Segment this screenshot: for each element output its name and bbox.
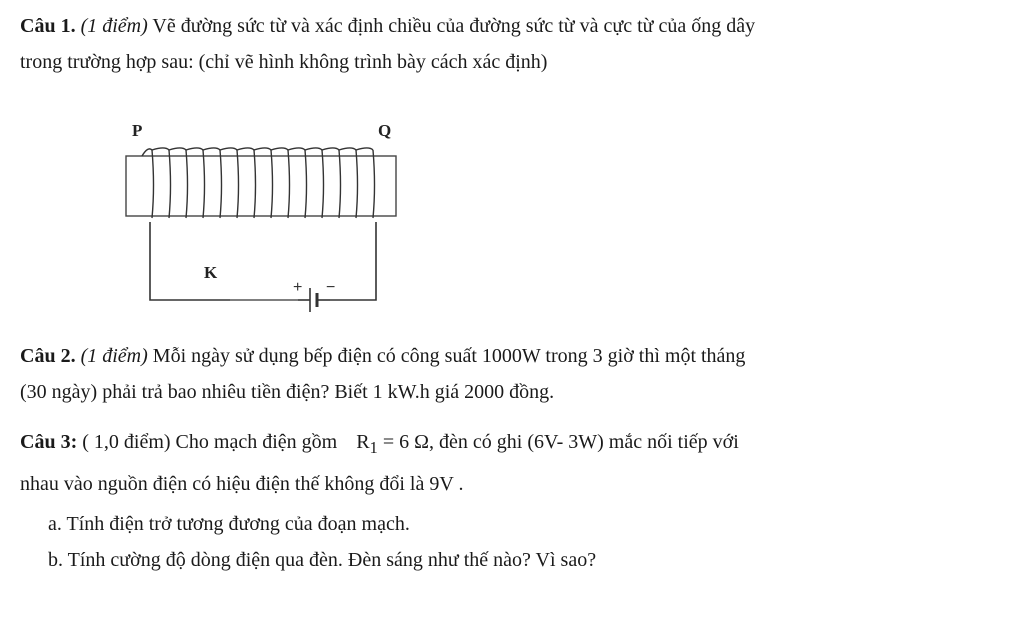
resistor-symbol: R <box>356 431 370 453</box>
question-2 <box>20 338 745 410</box>
question-2-points: (1 điểm) <box>80 345 148 367</box>
wire-left <box>150 222 205 300</box>
question-2-text-line-1: Mỗi ngày sử dụng bếp điện có công suất 1000W trong 3 giờ thì một tháng <box>152 345 746 367</box>
label-q: Q <box>378 121 392 140</box>
label-k: K <box>204 263 218 282</box>
solenoid-core <box>126 156 396 216</box>
question-3-item-b: b. Tính cường độ dòng điện qua đèn. Đèn sáng như thế nào? Vì sao? <box>48 549 597 571</box>
question-1-text-line-1: Vẽ đường sức từ và xác định chiều của đường sức từ và cực từ của ống dây <box>152 15 756 37</box>
question-2-text-line-2: (30 ngày) phải trả bao nhiêu tiền điện? Biết 1 kW.h giá 2000 đồng. <box>20 381 555 403</box>
question-1-points: (1 điểm) <box>80 15 148 37</box>
resistor-value: = 6 Ω, <box>377 431 435 453</box>
question-3-text-line-2: nhau vào nguồn điện có hiệu điện thế không đổi là 9V . <box>20 473 464 495</box>
label-p: P <box>132 121 143 140</box>
question-2-label: Câu 2. <box>20 345 76 367</box>
solenoid-circuit-figure <box>110 112 410 316</box>
question-3-label: Câu 3: <box>20 431 78 453</box>
question-3-item-a: a. Tính điện trở tương đương của đoạn mạch. <box>48 513 410 535</box>
coil-top-arcs <box>142 148 373 156</box>
question-3-text-part-1: ( 1,0 điểm) Cho mạch điện gồm <box>82 431 338 453</box>
question-1-label: Câu 1. <box>20 15 76 37</box>
battery-plus-sign: + <box>293 279 303 296</box>
question-1 <box>20 8 755 80</box>
wire-right <box>330 222 376 300</box>
question-1-text-line-2: trong trường hợp sau: (chỉ vẽ hình không trình bày cách xác định) <box>20 51 548 73</box>
question-3-text-part-2: đèn có ghi (6V- 3W) mắc nối tiếp với <box>439 431 739 453</box>
question-3 <box>20 424 739 502</box>
resistor-subscript: 1 <box>369 438 378 457</box>
resistor-r1 <box>356 431 435 457</box>
battery-minus-sign: − <box>326 279 336 296</box>
